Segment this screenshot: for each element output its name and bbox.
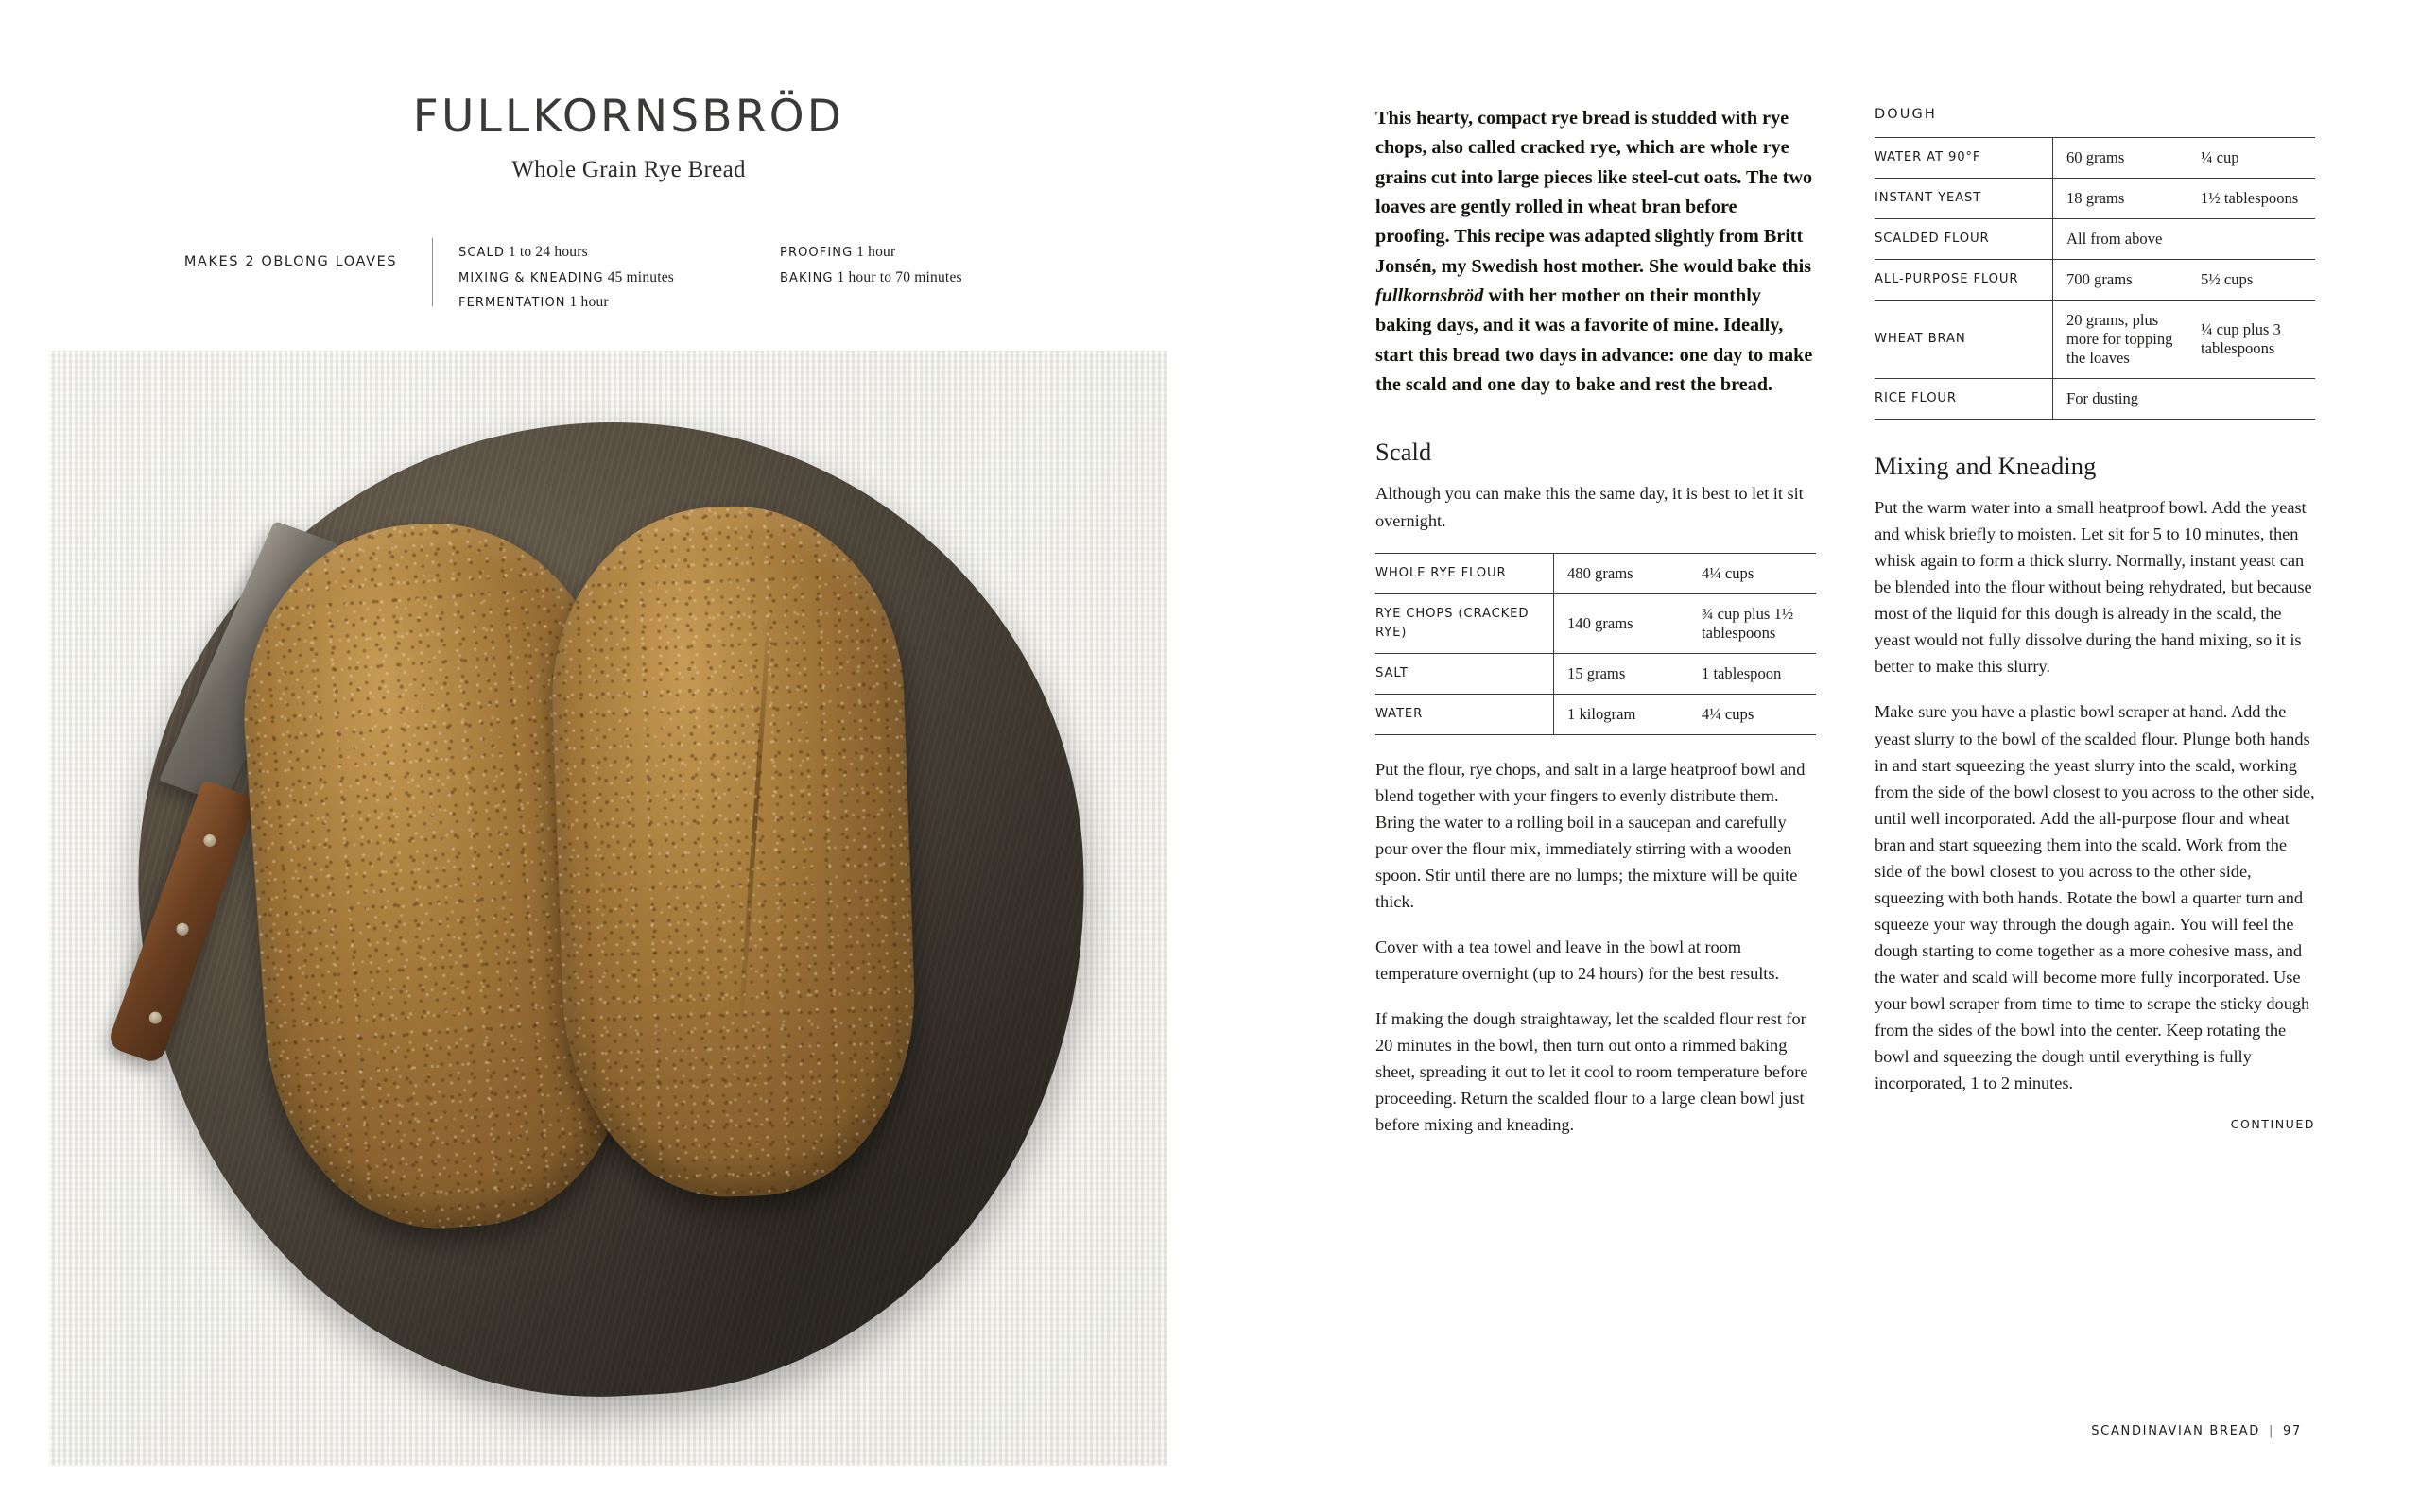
ingredient-name: SCALDED FLOUR	[1875, 219, 2053, 260]
ingredient-us: ¼ cup plus 3 tablespoons	[2187, 301, 2315, 379]
meta-value: 1 hour to 70 minutes	[837, 268, 962, 285]
knife-rivet	[147, 1010, 164, 1026]
table-row	[1375, 553, 1816, 593]
meta-item	[780, 266, 1158, 291]
ingredient-name: WATER	[1375, 694, 1554, 734]
ingredient-us: 4¼ cups	[1688, 694, 1816, 734]
ingredient-us: 1½ tablespoons	[2187, 179, 2315, 219]
scald-heading: Scald	[1375, 438, 1432, 467]
ingredient-us: 4¼ cups	[1688, 553, 1816, 593]
recipe-meta	[175, 238, 1130, 311]
meta-label: SCALD	[458, 246, 505, 260]
ingredient-name: ALL-PURPOSE FLOUR	[1875, 260, 2053, 301]
ingredient-metric: 700 grams	[2053, 260, 2188, 301]
mixing-paragraph: Make sure you have a plastic bowl scraper at hand. Add the yeast slurry to the bowl of the scalded flour. Plunge both hands in and start squeezing the yeast slurry into the scald, working from the side of the bowl closest to you across to the other side, until well incorporated. Add the all-purpose flour and wheat bran and start squeezing them into the scald. Work from the side of the bowl closest to you across to the other side, squeezing with both hands. Rotate the bowl a quarter turn and squeeze your way through the dough again. You will feel the dough starting to come together as a more cohesive mass, and the water and scald will become more fully incorporated. Use your bowl scraper from time to time to scrape the sticky dough from the sides of the bowl into the center. Keep rotating the bowl and squeezing the dough until everything is fully incorporated, 1 to 2 minutes.	[1875, 702, 2315, 1093]
table-row	[1875, 219, 2315, 260]
makes-label: MAKES 2 OBLONG LOAVES	[183, 254, 398, 269]
table-row	[1875, 379, 2315, 420]
ingredient-us: ¼ cup	[2187, 138, 2315, 179]
intro-paragraph	[1375, 104, 1816, 400]
footer-page-number: 97	[2283, 1424, 2302, 1438]
ingredient-name: SALT	[1375, 653, 1554, 694]
continued-label: CONTINUED	[2230, 1117, 2315, 1132]
ingredient-metric: 140 grams	[1554, 593, 1689, 653]
ingredient-us	[2187, 379, 2315, 420]
mixing-heading: Mixing and Kneading	[1875, 452, 2097, 480]
ingredient-metric: For dusting	[2053, 379, 2188, 420]
recipe-photo	[49, 351, 1167, 1466]
ingredient-us: 5½ cups	[2187, 260, 2315, 301]
ingredient-name: WHOLE RYE FLOUR	[1375, 553, 1554, 593]
ingredient-name: RICE FLOUR	[1875, 379, 2053, 420]
page-title: FULLKORNSBRÖD	[412, 91, 845, 143]
table-row	[1875, 138, 2315, 179]
ingredient-name: INSTANT YEAST	[1875, 179, 2053, 219]
ingredient-metric: 18 grams	[2053, 179, 2188, 219]
ingredient-metric: 1 kilogram	[1554, 694, 1689, 734]
ingredient-metric: All from above	[2053, 219, 2188, 260]
text-column-left	[1375, 104, 1816, 1157]
ingredient-metric: 20 grams, plus more for topping the loaves	[2053, 301, 2188, 379]
meta-column-left	[458, 240, 780, 316]
meta-label: PROOFING	[780, 246, 854, 260]
ingredient-name: WHEAT BRAN	[1875, 301, 2053, 379]
ingredient-us	[2187, 219, 2315, 260]
right-page	[1257, 0, 2420, 1512]
meta-item	[458, 240, 780, 266]
footer-separator: |	[2268, 1424, 2275, 1438]
ingredient-us: 1 tablespoon	[1688, 653, 1816, 694]
intro-italic-term: fullkornsbröd	[1375, 285, 1484, 307]
ingredient-name: WATER AT 90°F	[1875, 138, 2053, 179]
table-row	[1375, 694, 1816, 734]
meta-value: 1 to 24 hours	[508, 244, 588, 260]
scald-note: Although you can make this the same day, it is best to let it sit overnight.	[1375, 484, 1804, 530]
meta-value: 1 hour	[856, 244, 896, 260]
footer-book-title: SCANDINAVIAN BREAD	[2091, 1424, 2260, 1438]
meta-label: BAKING	[780, 270, 834, 285]
ingredient-metric: 60 grams	[2053, 138, 2188, 179]
loaf-score-mark	[738, 603, 773, 1030]
table-row	[1875, 260, 2315, 301]
knife-rivet	[175, 921, 191, 937]
meta-item	[780, 240, 1158, 266]
intro-part2: with her mother on their monthly baking days, and it was a favorite of mine. Ideally, start this bread two days in advance: one day to make the scald and one day to bake and rest the bread.	[1375, 285, 1813, 396]
knife-rivet	[202, 833, 218, 849]
dough-heading: DOUGH	[1875, 107, 1937, 122]
meta-item	[458, 266, 780, 291]
scald-paragraph: If making the dough straightaway, let the scalded flour rest for 20 minutes in the bowl, then turn out onto a rimmed baking sheet, spreading it out to let it cool to room temperature before proceeding. Return the scalded flour to a large clean bowl just before mixing and kneading.	[1375, 1009, 1808, 1135]
ingredient-metric: 15 grams	[1554, 653, 1689, 694]
meta-label: FERMENTATION	[458, 296, 566, 311]
meta-value: 45 minutes	[607, 268, 675, 285]
ingredient-name: RYE CHOPS (CRACKED RYE)	[1375, 593, 1554, 653]
ingredient-metric: 480 grams	[1554, 553, 1689, 593]
ingredient-us: ¾ cup plus 1½ tablespoons	[1688, 593, 1816, 653]
table-row	[1375, 593, 1816, 653]
table-row	[1875, 179, 2315, 219]
table-row	[1375, 653, 1816, 694]
text-column-right	[1875, 104, 2315, 1131]
page-footer	[2091, 1424, 2302, 1438]
meta-item	[458, 290, 780, 316]
scald-paragraph: Put the flour, rye chops, and salt in a large heatproof bowl and blend together with your fingers to evenly distribute them. Bring the water to a rolling boil in a saucepan and carefully pour over the flour mix, immediately stirring with a wooden spoon. Stir until there are no lumps; the mixture will be quite thick.	[1375, 759, 1806, 911]
page-subtitle: Whole Grain Rye Bread	[511, 157, 746, 182]
dough-ingredients-table	[1875, 137, 2315, 420]
bread-loaf-right	[545, 501, 921, 1203]
meta-label: MIXING & KNEADING	[458, 270, 604, 285]
meta-value: 1 hour	[569, 294, 609, 311]
intro-part1: This hearty, compact rye bread is studded with rye chops, also called cracked rye, which are whole rye grains cut into large pieces like steel-cut oats. The two loaves are gently rolled in wheat bran before proofing. This recipe was adapted slightly from Britt Jonsén, my Swedish host mother. She would bake this	[1375, 108, 1813, 277]
scald-paragraph: Cover with a tea towel and leave in the bowl at room temperature overnight (up to 24 hours) for the best results.	[1375, 936, 1780, 983]
mixing-paragraph: Put the warm water into a small heatproof bowl. Add the yeast and whisk briefly to moisten. Let sit for 5 to 10 minutes, then whisk again to form a thick slurry. Normally, instant yeast can be blended into the flour without being rehydrated, but because most of the liquid for this dough is already in the scald, the yeast would not fully dissolve during the hand mixing, so it is better to make this slurry.	[1875, 498, 2312, 677]
table-row	[1875, 301, 2315, 379]
meta-column-right	[780, 240, 1158, 290]
scald-ingredients-table	[1375, 553, 1816, 735]
meta-divider	[432, 238, 433, 306]
